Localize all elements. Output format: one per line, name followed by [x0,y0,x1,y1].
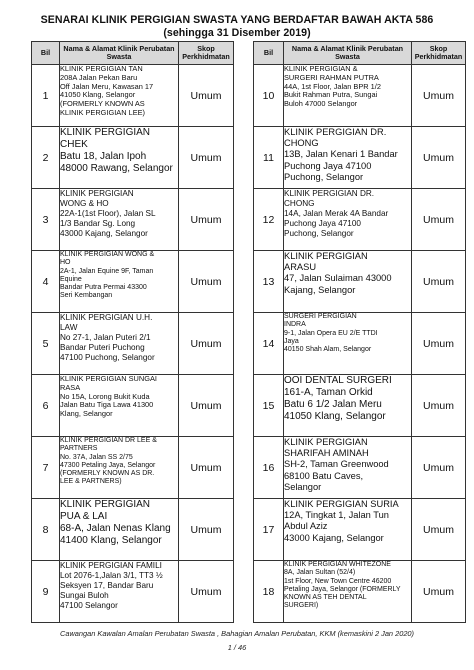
row-number: 3 [32,189,60,251]
row-number: 5 [32,313,60,375]
row-number: 13 [254,251,284,313]
clinic-name-address: KLINIK PERGIGIAN DR. CHONG 13B, Jalan Kenari 1 Bandar Puchong Jaya 47100 Puchong, Selangor [284,127,398,182]
row-number: 12 [254,189,284,251]
clinic-name-address: KLINIK PERGIGIAN DR LEE & PARTNERS No. 37A, Jalan SS 2/75 47300 Petaling Jaya, Selangor (FORMERLY KNOWN AS DR. LEE & PARTNERS) [60,437,157,486]
footer-note: Cawangan Kawalan Amalan Perubatan Swasta , Bahagian Amalan Perubatan, KKM (kemaskini 2 Jan 2020) [60,629,414,638]
title-line-1: SENARAI KLINIK PERGIGIAN SWASTA YANG BERDAFTAR BAWAH AKTA 586 [40,14,434,26]
table-row [254,561,466,623]
right-table-body [254,65,466,623]
clinic-name-address-cell [284,127,412,189]
table-row [254,251,466,313]
row-number: 4 [32,251,60,313]
service-scope: Umum [412,251,466,313]
clinic-name-address-cell [60,189,179,251]
table-row [254,499,466,561]
document-title [0,14,474,40]
clinic-name-address: KLINIK PERGIGIAN ARASU 47, Jalan Sulaiman 43000 Kajang, Selangor [284,251,392,295]
clinic-name-address: KLINIK PERGIGIAN DR. CHONG 14A, Jalan Merak 4A Bandar Puchong Jaya 47100 Puchong, Selangor [284,189,389,238]
clinic-name-address-cell [284,375,412,437]
table-row [32,375,234,437]
clinic-name-address-cell [284,189,412,251]
clinic-name-address-cell [284,251,412,313]
left-table-header-row [32,42,234,65]
clinic-name-address: KLINIK PERGIGIAN SUNGAI RASA No 15A, Lorong Bukit Kuda Jalan Batu Tiga Lawa 41300 Klang, Selangor [60,374,157,419]
clinic-name-address: KLINIK PERGIGIAN SURIA 12A, Tingkat 1, Jalan Tun Abdul Aziz 43000 Kajang, Selangor [284,499,399,543]
clinic-name-address: KLINIK PERGIGIAN SHARIFAH AMINAH SH-2, Taman Greenwood 68100 Batu Caves, Selangor [284,437,389,492]
table-row [32,437,234,499]
table-row [32,127,234,189]
table-row [254,65,466,127]
service-scope: Umum [179,375,234,437]
table-row [254,437,466,499]
clinic-name-address: KLINIK PERGIGIAN U.H. LAW No 27-1, Jalan Puteri 2/1 Bandar Puteri Puchong 47100 Puchong, Selangor [60,313,155,362]
header-scope: Skop Perkhidmatan [412,42,466,65]
service-scope: Umum [412,189,466,251]
row-number: 6 [32,375,60,437]
service-scope: Umum [179,65,234,127]
clinic-name-address: KLINIK PERGIGIAN FAMILI Lot 2076-1,Jalan 3/1, TT3 ½ Seksyen 17, Bandar Baru Sungai Buloh 47100 Selangor [60,561,163,610]
clinic-name-address-cell [60,561,179,623]
right-clinic-table [253,41,466,623]
clinic-name-address-cell [284,437,412,499]
clinic-name-address: KLINIK PERGIGIAN WONG & HO 22A-1(1st Floor), Jalan SL 1/3 Bandar Sg. Long 43000 Kajang, Selangor [60,189,156,238]
service-scope: Umum [412,499,466,561]
service-scope: Umum [179,189,234,251]
row-number: 14 [254,313,284,375]
row-number: 7 [32,437,60,499]
row-number: 8 [32,499,60,561]
header-scope: Skop Perkhidmatan [179,42,234,65]
row-number: 1 [32,65,60,127]
clinic-name-address-cell [60,127,179,189]
row-number: 9 [32,561,60,623]
clinic-name-address: KLINIK PERGIGIAN CHEK Batu 18, Jalan Ipoh 48000 Rawang, Selangor [60,127,173,174]
clinic-name-address-cell [60,437,179,499]
clinic-name-address-cell [60,375,179,437]
left-clinic-table [31,41,234,623]
row-number: 11 [254,127,284,189]
service-scope: Umum [179,499,234,561]
header-name-address: Nama & Alamat Klinik Perubatan Swasta [60,42,179,65]
table-row [254,189,466,251]
service-scope: Umum [179,561,234,623]
table-row [254,127,466,189]
table-row [32,313,234,375]
table-row [254,375,466,437]
row-number: 18 [254,561,284,623]
clinic-name-address-cell [284,561,412,623]
service-scope: Umum [412,375,466,437]
row-number: 15 [254,375,284,437]
clinic-name-address: SURGERI PERGIGIAN INDRA 9-1, Jalan Opera EU 2/E TTDI Jaya 40150 Shah Alam, Selangor [284,313,378,354]
left-table-body [32,65,234,623]
service-scope: Umum [412,313,466,375]
clinic-name-address: KLINIK PERGIGIAN WHITEZONE 8A, Jalan Sultan (52/4) 1st Floor, New Town Centre 46200 Petaling Jaya, Selangor (FORMERLY KNOWN AS TEH DENTAL SURGERI) [284,561,401,610]
header-bil: Bil [254,42,284,65]
clinic-name-address-cell [284,65,412,127]
service-scope: Umum [179,313,234,375]
clinic-name-address: OOI DENTAL SURGERI 161-A, Taman Orkid Batu 6 1/2 Jalan Meru 41050 Klang, Selangor [284,375,392,422]
registry-tables [31,41,465,621]
service-scope: Umum [412,437,466,499]
table-row [32,499,234,561]
clinic-name-address: KLINIK PERGIGIAN PUA & LAI 68-A, Jalan Nenas Klang 41400 Klang, Selangor [60,499,171,546]
header-bil: Bil [32,42,60,65]
page-number: 1 / 46 [227,643,247,652]
table-row [32,561,234,623]
service-scope: Umum [412,127,466,189]
clinic-name-address: KLINIK PERGIGIAN WONG & HO 2A-1, Jalan Equine 9F, Taman Equine Bandar Putra Permai 43300 Seri Kembangan [60,251,155,300]
clinic-name-address-cell [284,313,412,375]
table-row [32,65,234,127]
row-number: 2 [32,127,60,189]
service-scope: Umum [412,561,466,623]
row-number: 17 [254,499,284,561]
clinic-name-address-cell [60,251,179,313]
table-row [32,189,234,251]
header-name-address: Nama & Alamat Klinik Perubatan Swasta [284,42,412,65]
clinic-name-address: KLINIK PERGIGIAN TAN 208A Jalan Pekan Baru Off Jalan Meru, Kawasan 17 41050 Klang, Selangor (FORMERLY KNOWN AS KLINIK PERGIGIAN LEE) [60,64,154,117]
title-line-2: (sehingga 31 Disember 2019) [163,27,311,39]
row-number: 10 [254,65,284,127]
clinic-name-address: KLINIK PERGIGIAN & SURGERI RAHMAN PUTRA 44A, 1st Floor, Jalan BPR 1/2 Bukit Rahman Putra, Sungai Buloh 47000 Selangor [284,64,381,109]
service-scope: Umum [412,65,466,127]
clinic-name-address-cell [60,313,179,375]
clinic-name-address-cell [60,65,179,127]
service-scope: Umum [179,251,234,313]
service-scope: Umum [179,127,234,189]
clinic-name-address-cell [284,499,412,561]
table-row [254,313,466,375]
service-scope: Umum [179,437,234,499]
table-row [32,251,234,313]
row-number: 16 [254,437,284,499]
right-table-header-row [254,42,466,65]
clinic-name-address-cell [60,499,179,561]
